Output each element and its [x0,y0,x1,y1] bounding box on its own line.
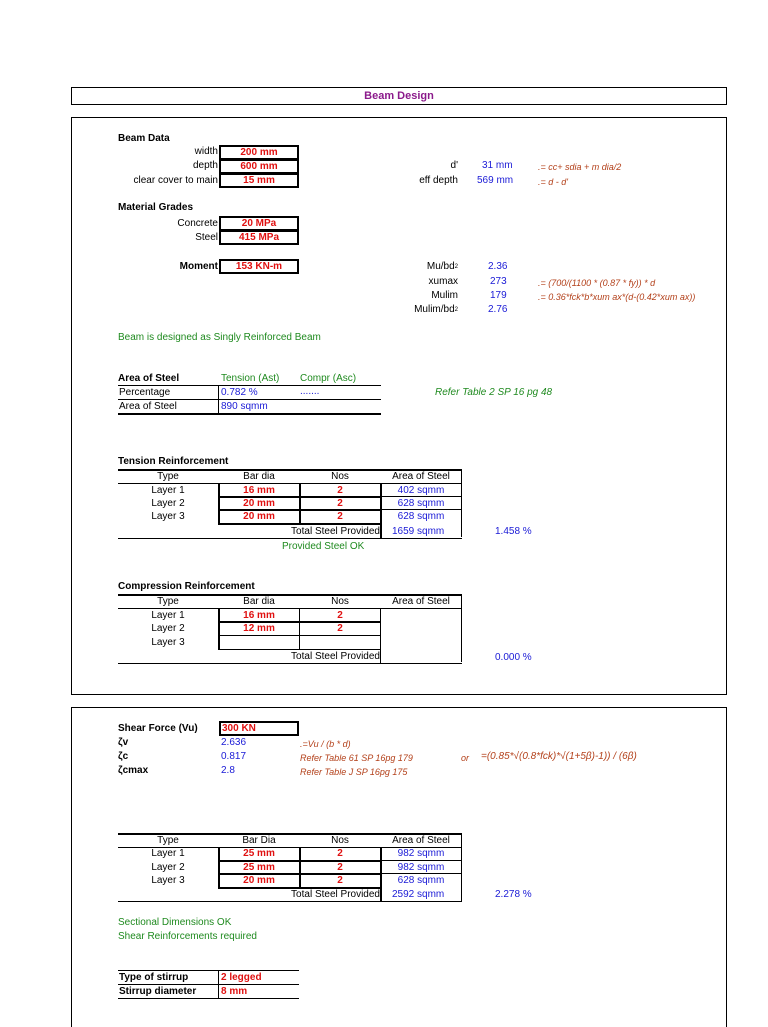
shear-dia-2[interactable]: 25 mm [243,862,275,873]
tension-dia-1[interactable]: 16 mm [243,485,275,496]
shear-dia-1[interactable]: 25 mm [243,848,275,859]
compr-asc-head: Compr (Asc) [300,373,357,384]
table-row: Layer 2 [151,623,185,634]
xumax-formula: .= (700/(1100 * (0.87 * fy)) * d [538,278,656,288]
table-row: Layer 1 [151,485,185,496]
shear-dia-3[interactable]: 20 mm [243,875,275,886]
area-label: Area of Steel [119,401,177,412]
tension-area-2: 628 sqmm [397,498,445,509]
shear-head-nos: Nos [331,835,349,846]
compression-head-area: Area of Steel [392,596,450,607]
mubd2-label: $Mu/bd^2$ [426,261,458,272]
shear-total-percent: 2.278 % [495,889,532,900]
depth-label: depth [192,160,218,171]
tension-ast-head: Tension (Ast) [221,373,280,384]
shear-nos-3[interactable]: 2 [337,875,343,886]
xumax-label: xumax [428,276,458,287]
page-title: Beam Design [71,87,727,105]
tension-area-3: 628 sqmm [397,511,445,522]
d-prime-value: 31 mm [482,160,513,171]
tau-c-formula: Refer Table 61 SP 16pg 179 [300,753,413,763]
compression-heading: Compression Reinforcement [118,581,255,592]
d-prime-label: d' [450,160,458,171]
singly-message: Beam is designed as Singly Reinforced Beam [118,332,321,343]
steel-input[interactable]: 415 MPa [219,230,299,245]
tension-head-type: Type [157,471,179,482]
table-row: Layer 2 [151,862,185,873]
mulim-label: Mulim [431,290,458,301]
shear-nos-1[interactable]: 2 [337,848,343,859]
stirrup-dia-value[interactable]: 8 mm [221,986,248,997]
tau-v-formula: .=Vu / (b * d) [300,739,351,749]
xumax-value: 273 [490,276,507,287]
tension-head-area: Area of Steel [392,471,450,482]
compression-total-percent: 0.000 % [495,652,532,663]
compression-head-dia: Bar dia [243,596,275,607]
tau-c-or: or [461,753,470,763]
percentage-label: Percentage [119,387,171,398]
moment-label: Moment [179,261,218,272]
mubd2-value: 2.36 [488,261,508,272]
shear-force-input[interactable]: 300 KN [219,721,299,736]
area-refer: Refer Table 2 SP 16 pg 48 [435,387,553,398]
tau-c-formula2: =(0.85*√(0.8*fck)*√(1+5β)-1)) / (6β) [481,751,637,762]
beam-data-heading: Beam Data [118,133,170,144]
table-row: Layer 1 [151,610,185,621]
mulim-value: 179 [490,290,507,301]
tension-dia-3[interactable]: 20 mm [243,511,275,522]
tension-total-value: 1659 sqmm [392,526,445,537]
tension-total-percent: 1.458 % [495,526,532,537]
shear-area-3: 628 sqmm [397,875,445,886]
table-row: Layer 3 [151,637,185,648]
stirrup-dia-label: Stirrup diameter [119,986,197,997]
shear-head-type: Type [157,835,179,846]
shear-required-message: Shear Reinforcements required [118,931,257,942]
mulim-formula: .= 0.36*fck*b*xum ax*(d-(0.42*xum ax)) [538,292,696,302]
material-heading: Material Grades [118,202,194,213]
tension-total-label: Total Steel Provided [291,526,380,537]
shear-total-value: 2592 sqmm [392,889,445,900]
stirrup-type-value[interactable]: 2 legged [221,972,262,983]
compression-dia-2[interactable]: 12 mm [243,623,275,634]
table-row: Layer 3 [151,875,185,886]
compression-total-label: Total Steel Provided [291,651,380,662]
percentage-value: 0.782 % [221,387,258,398]
compression-nos-1[interactable]: 2 [337,610,343,621]
compression-nos-2[interactable]: 2 [337,623,343,634]
tau-v-label: ζv [118,737,129,748]
tension-area-1: 402 sqmm [397,485,445,496]
compression-dia-1[interactable]: 16 mm [243,610,275,621]
concrete-label: Concrete [177,218,218,229]
shear-force-label: Shear Force (Vu) [118,723,198,734]
tau-c-value: 0.817 [221,751,247,762]
tension-nos-2[interactable]: 2 [337,498,343,509]
area-value: 890 sqmm [221,401,268,412]
compression-head-nos: Nos [331,596,349,607]
eff-depth-label: eff depth [419,175,458,186]
tension-nos-3[interactable]: 2 [337,511,343,522]
cover-input[interactable]: 15 mm [219,173,299,188]
d-prime-formula: .= cc+ sdia + m dia/2 [538,162,622,172]
tension-head-dia: Bar dia [243,471,275,482]
table-row: Layer 1 [151,848,185,859]
cover-label: clear cover to main [133,175,218,186]
concrete-input[interactable]: 20 MPa [219,216,299,231]
tau-cmax-value: 2.8 [221,765,235,776]
steel-label: Steel [195,232,218,243]
tau-cmax-formula: Refer Table J SP 16pg 175 [300,767,408,777]
steel-ok-message: Provided Steel OK [282,541,365,552]
area-of-steel-heading: Area of Steel [118,373,180,384]
shear-total-label: Total Steel Provided [291,889,380,900]
mulimbd2-label: Mulim/$bd^2$ [414,304,458,315]
table-row: Layer 2 [151,498,185,509]
tau-cmax-label: ζcmax [118,765,149,776]
depth-input[interactable]: 600 mm [219,159,299,174]
width-input[interactable]: 200 mm [219,145,299,160]
tension-nos-1[interactable]: 2 [337,485,343,496]
compression-head-type: Type [157,596,179,607]
shear-area-1: 982 sqmm [397,848,445,859]
eff-depth-formula: .= d - d' [538,177,568,187]
shear-nos-2[interactable]: 2 [337,862,343,873]
shear-area-2: 982 sqmm [397,862,445,873]
sectional-ok-message: Sectional Dimensions OK [118,917,232,928]
tension-dia-2[interactable]: 20 mm [243,498,275,509]
mulimbd2-value: 2.76 [488,304,508,315]
percentage-compr: ....... [300,386,320,397]
table-row: Layer 3 [151,511,185,522]
tau-v-value: 2.636 [221,737,247,748]
eff-depth-value: 569 mm [477,175,514,186]
shear-head-dia: Bar Dia [242,835,276,846]
shear-head-area: Area of Steel [392,835,450,846]
tension-head-nos: Nos [331,471,349,482]
stirrup-type-label: Type of stirrup [119,972,189,983]
moment-input[interactable]: 153 KN-m [219,259,299,274]
width-label: width [194,146,218,157]
tension-heading: Tension Reinforcement [118,456,229,467]
tau-c-label: ζc [118,751,129,762]
